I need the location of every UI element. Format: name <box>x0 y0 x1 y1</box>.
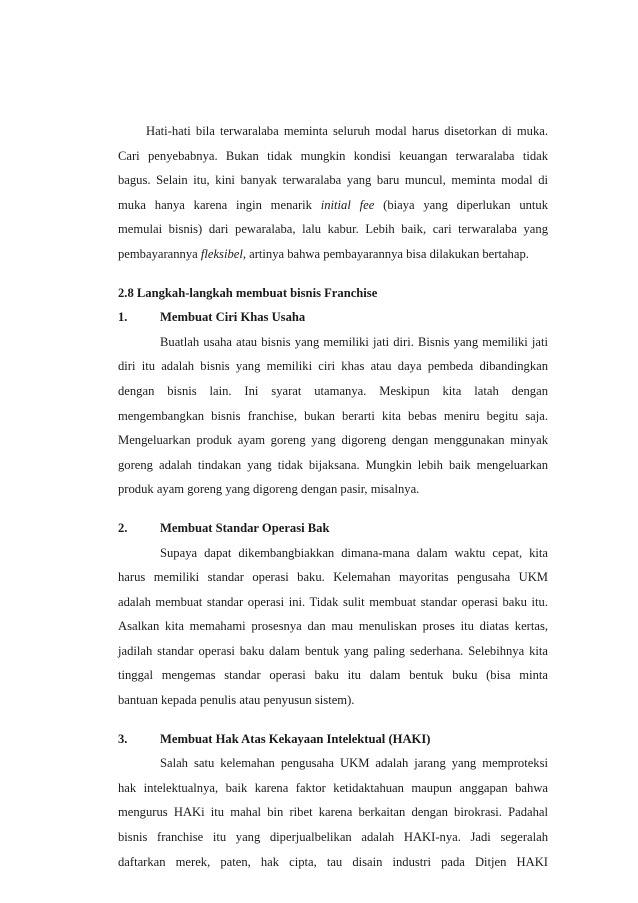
paragraph-line: daftarkan merek, paten, hak cipta, tau disain industri pada Ditjen HAKI <box>118 854 548 869</box>
text-span: (biaya yang diperlukan untuk <box>374 197 549 212</box>
paragraph-line <box>118 196 548 221</box>
paragraph-line: Mengeluarkan produk ayam goreng yang digoreng dengan menggunakan minyak <box>118 433 548 448</box>
paragraph-line: adalah membuat standar operasi ini. Tidak sulit membuat standar operasi baku itu. <box>118 594 548 609</box>
paragraph-line: Supaya dapat dikembangbiakkan dimana-mana dalam waktu cepat, kita <box>160 545 548 560</box>
spacer <box>118 505 548 519</box>
item-paragraph <box>118 544 548 716</box>
item-title: Membuat Hak Atas Kekayaan Intelektual (HAKI) <box>160 731 431 746</box>
paragraph-line: Buatlah usaha atau bisnis yang memiliki jati diri. Bisnis yang memiliki jati <box>160 334 548 349</box>
intro-paragraph <box>118 122 548 270</box>
paragraph-line: Salah satu kelemahan pengusaha UKM adalah jarang yang memproteksi <box>160 756 548 771</box>
section-heading: 2.8 Langkah-langkah membuat bisnis Franchise <box>118 285 378 300</box>
paragraph-line: harus memiliki standar operasi baku. Kelemahan mayoritas pengusaha UKM <box>118 570 548 585</box>
item-number: 3. <box>118 731 128 746</box>
paragraph-line <box>118 245 548 270</box>
item-number: 2. <box>118 520 128 535</box>
text-span: muka hanya karena ingin menarik <box>118 197 321 212</box>
paragraph-line: memulai bisnis) dari pewaralaba, lalu kabur. Lebih baik, cari terwaralaba yang <box>118 222 548 237</box>
paragraph-line: bagus. Selain itu, kini banyak terwaralaba yang baru muncul, meminta modal di <box>118 173 548 188</box>
paragraph-line: bantuan kepada penulis atau penyusun sistem). <box>118 693 355 708</box>
paragraph-line: mengembangkan bisnis franchise, bukan berarti kita bebas meniru begitu saja. <box>118 408 548 423</box>
paragraph-line: goreng adalah tindakan yang tidak bijaksana. Mungkin lebih baik mengeluarkan <box>118 457 548 472</box>
item-paragraph <box>118 333 548 505</box>
text-span: pembayarannya <box>118 246 201 261</box>
paragraph-line: bisnis franchise itu yang diperjualbelikan adalah HAKI-nya. Jadi segeralah <box>118 830 548 845</box>
item-title: Membuat Standar Operasi Bak <box>160 520 330 535</box>
paragraph-line: produk ayam goreng yang digoreng dengan pasir, misalnya. <box>118 482 420 497</box>
item-title: Membuat Ciri Khas Usaha <box>160 310 306 325</box>
paragraph-line: jadilah standar operasi baku dalam bentuk yang paling sederhana. Selebihnya kita <box>118 643 548 658</box>
text-span: , artinya bahwa pembayarannya bisa dilakukan bertahap. <box>242 246 529 261</box>
paragraph-line: diri itu adalah bisnis yang memiliki ciri khas atau daya pembeda dibandingkan <box>118 359 548 374</box>
italic-term: initial fee <box>320 197 375 212</box>
spacer <box>118 270 548 284</box>
item-heading <box>118 730 548 755</box>
document-body <box>118 122 548 877</box>
paragraph-line: hak intelektualnya, baik karena faktor ketidaktahuan maupun anggapan bahwa <box>118 780 548 795</box>
paragraph-line: tinggal mengemas standar operasi baku itu dalam bentuk buku (bisa minta <box>118 668 548 683</box>
italic-term: fleksibel <box>200 246 243 261</box>
item-paragraph <box>118 754 548 877</box>
item-heading <box>118 308 548 333</box>
paragraph-line: Hati-hati bila terwaralaba meminta seluruh modal harus disetorkan di muka. <box>146 124 548 138</box>
paragraph-line: dengan bisnis lain. Ini syarat utamanya. Meskipun kita latah dengan <box>118 383 548 398</box>
spacer <box>118 716 548 730</box>
item-number: 1. <box>118 310 128 325</box>
paragraph-line: mengurus HAKi itu mahal bin ribet karena berkaitan dengan birokrasi. Padahal <box>118 805 548 820</box>
paragraph-line: Asalkan kita memahami prosesnya dan mau menuliskan proses itu diatas kertas, <box>118 619 548 634</box>
item-heading <box>118 519 548 544</box>
paragraph-line: Cari penyebabnya. Bukan tidak mungkin kondisi keuangan terwaralaba tidak <box>118 148 548 163</box>
